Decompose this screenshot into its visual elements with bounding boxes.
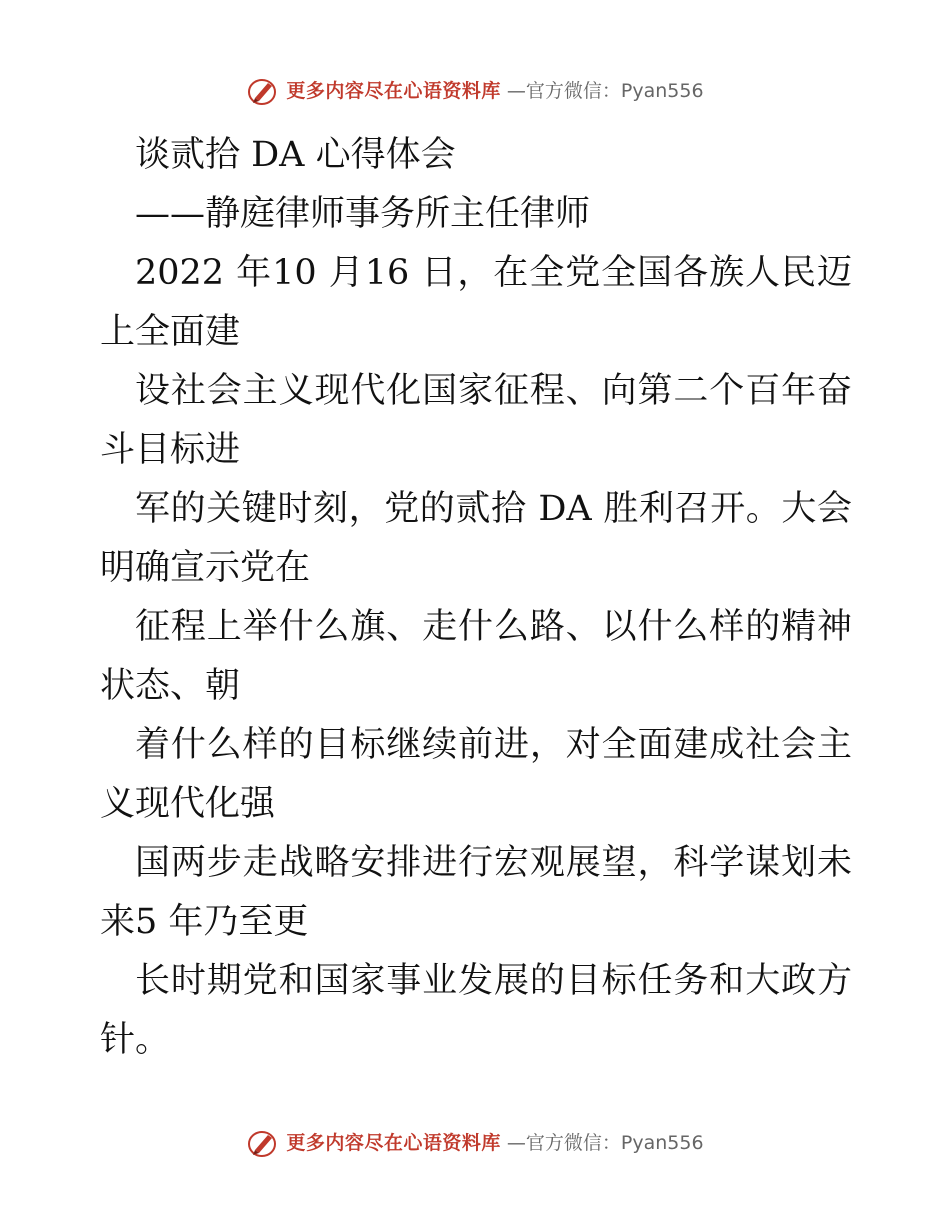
paragraph-line-1: 2022 年10 月16 日，在全党全国各族人民迈上全面建 [100,253,852,352]
watermark-contact: —官方微信：Pyan556 [506,80,704,102]
paragraph-line-5: 着什么样的目标继续前进，对全面建成社会主义现代化强 [100,725,852,824]
paragraph-line-2: 设社会主义现代化国家征程、向第二个百年奋斗目标进 [100,371,852,470]
paragraph-line-4: 征程上举什么旗、走什么路、以什么样的精神状态、朝 [100,607,852,706]
document-body [100,126,852,1070]
watermark-brand: 更多内容尽在心语资料库 [286,1132,501,1154]
paragraph-line-3: 军的关键时刻，党的贰拾 DA 胜利召开。大会明确宣示党在 [100,489,852,588]
watermark-footer [0,1128,950,1158]
paragraph-line-6: 国两步走战略安排进行宏观展望，科学谋划未来5 年乃至更 [100,843,852,942]
watermark-brand: 更多内容尽在心语资料库 [286,80,501,102]
document-author: ——静庭律师事务所主任律师 [135,194,591,234]
watermark-header [0,76,950,106]
paragraph-line-7: 长时期党和国家事业发展的目标任务和大政方针。 [100,961,852,1060]
pen-logo-icon [246,76,280,106]
watermark-contact: —官方微信：Pyan556 [506,1132,704,1154]
pen-logo-icon [246,1128,280,1158]
document-title: 谈贰拾 DA 心得体会 [135,135,456,175]
